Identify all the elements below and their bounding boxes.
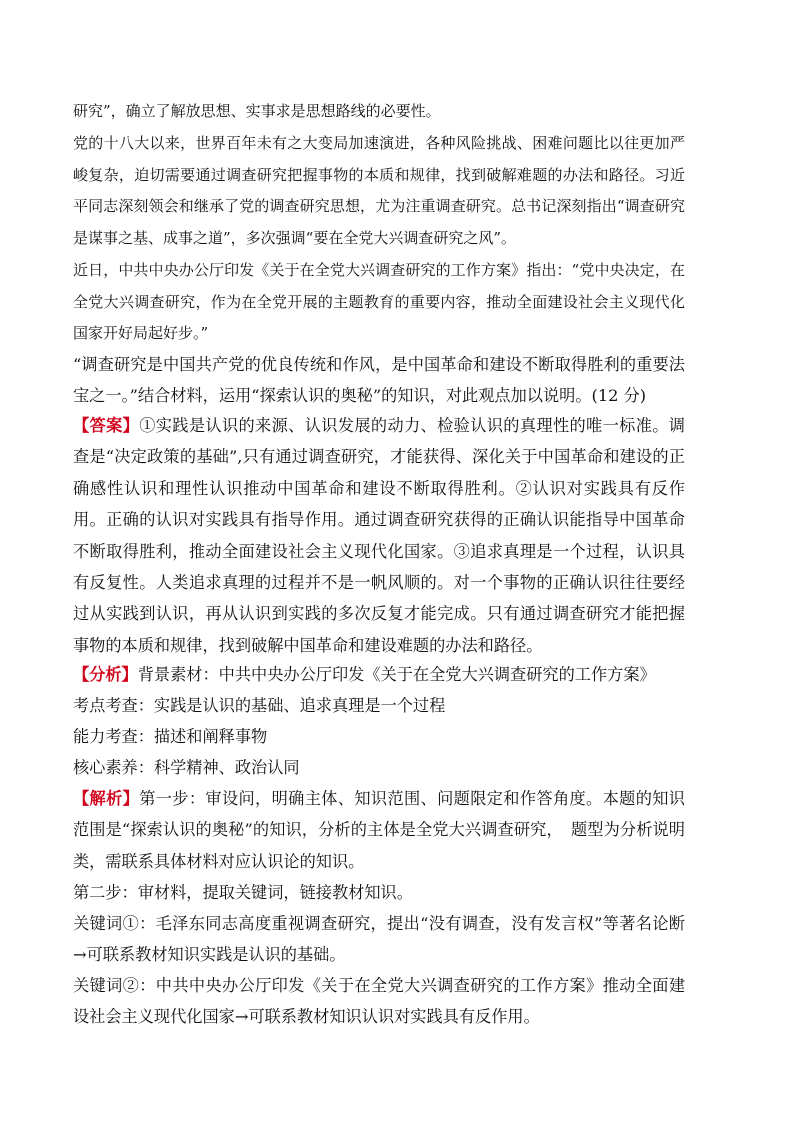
keyword-1-text: 毛泽东同志高度重视调查研究，提出“没有调查，没有发言权”等著名论断→可联系教材知识实践是认识的基础。 <box>73 914 685 965</box>
analysis-literacy: 核心素养：科学精神、政治认同 <box>73 758 300 777</box>
answer-block <box>73 410 685 661</box>
analysis-tag: 【分析】 <box>73 665 138 684</box>
analysis-background <box>73 659 685 690</box>
analysis-background-text: 背景素材：中共中央办公厅印发《关于在全党大兴调查研究的工作方案》 <box>137 665 656 684</box>
answer-text: ①实践是认识的来源、认识发展的动力、检验认识的真理性的唯一标准。调查是“决定政策的基础”,只有通过调查研究，才能获得、深化关于中国革命和建设的正确感性认识和理性认识推动中国革命和建设不断取得胜利。②认识对实践具有反作用。正确的认识对实践具有指导作用。通过调查研究获得的正确认识能指导中国革命不断取得胜利，推动全面建设社会主义现代化国家。③追求真理是一个过程，认识具有反复性。人类追求真理的过程并不是一帆风顺的。对一个事物的正确认识往往要经过从实践到认识，再从认识到实践的多次反复才能完成。只有通过调查研究才能把握事物的本质和规律，找到破解中国革命和建设难题的办法和路径。 <box>73 416 685 655</box>
keyword-2-label: 关键词②： <box>73 976 156 995</box>
material-paragraph-3: 近日，中共中央办公厅印发《关于在全党大兴调查研究的工作方案》指出：“党中央决定，在全党大兴调查研究，作为在全党开展的主题教育的重要内容，推动全面建设社会主义现代化国家开好局起好步。” <box>73 261 685 342</box>
explanation-step1 <box>73 783 685 877</box>
material-paragraph-2: 党的十八大以来，世界百年未有之大变局加速演进，各种风险挑战、困难问题比以往更加严峻复杂，迫切需要通过调查研究把握事物的本质和规律，找到破解难题的办法和路径。习近平同志深刻领会和继承了党的调查研究思想，尤为注重调查研究。总书记深刻指出“调查研究是谋事之基、成事之道”，多次强调“要在全党大兴调查研究之风”。 <box>73 134 685 247</box>
keyword-2 <box>73 970 685 1033</box>
keyword-1 <box>73 908 685 971</box>
explanation-step1-text: 第一步：审设问，明确主体、知识范围、问题限定和作答角度。本题的知识范围是“探索认识的奥秘”的知识，分析的主体是全党大兴调查研究， 题型为分析说明类，需联系具体材料对应认识论的知识。 <box>73 789 685 871</box>
keyword-1-label: 关键词①： <box>73 914 156 933</box>
analysis-points: 考点考查：实践是认识的基础、追求真理是一个过程 <box>73 696 446 715</box>
keyword-2-text: 中共中央办公厅印发《关于在全党大兴调查研究的工作方案》推动全面建设社会主义现代化国家→可联系教材知识认识对实践具有反作用。 <box>73 976 686 1027</box>
explanation-step2: 第二步：审材料，提取关键词，链接教材知识。 <box>73 883 413 902</box>
material-paragraph-1: 研究”，确立了解放思想、实事求是思想路线的必要性。 <box>73 102 441 120</box>
explanation-tag: 【解析】 <box>73 789 140 808</box>
analysis-ability: 能力考查：描述和阐释事物 <box>73 727 268 746</box>
answer-tag: 【答案】 <box>73 416 140 435</box>
question-text: “调查研究是中国共产党的优良传统和作风，是中国革命和建设不断取得胜利的重要法宝之一。”结合材料，运用“探索认识的奥秘”的知识，对此观点加以说明。(12 分) <box>73 355 685 406</box>
